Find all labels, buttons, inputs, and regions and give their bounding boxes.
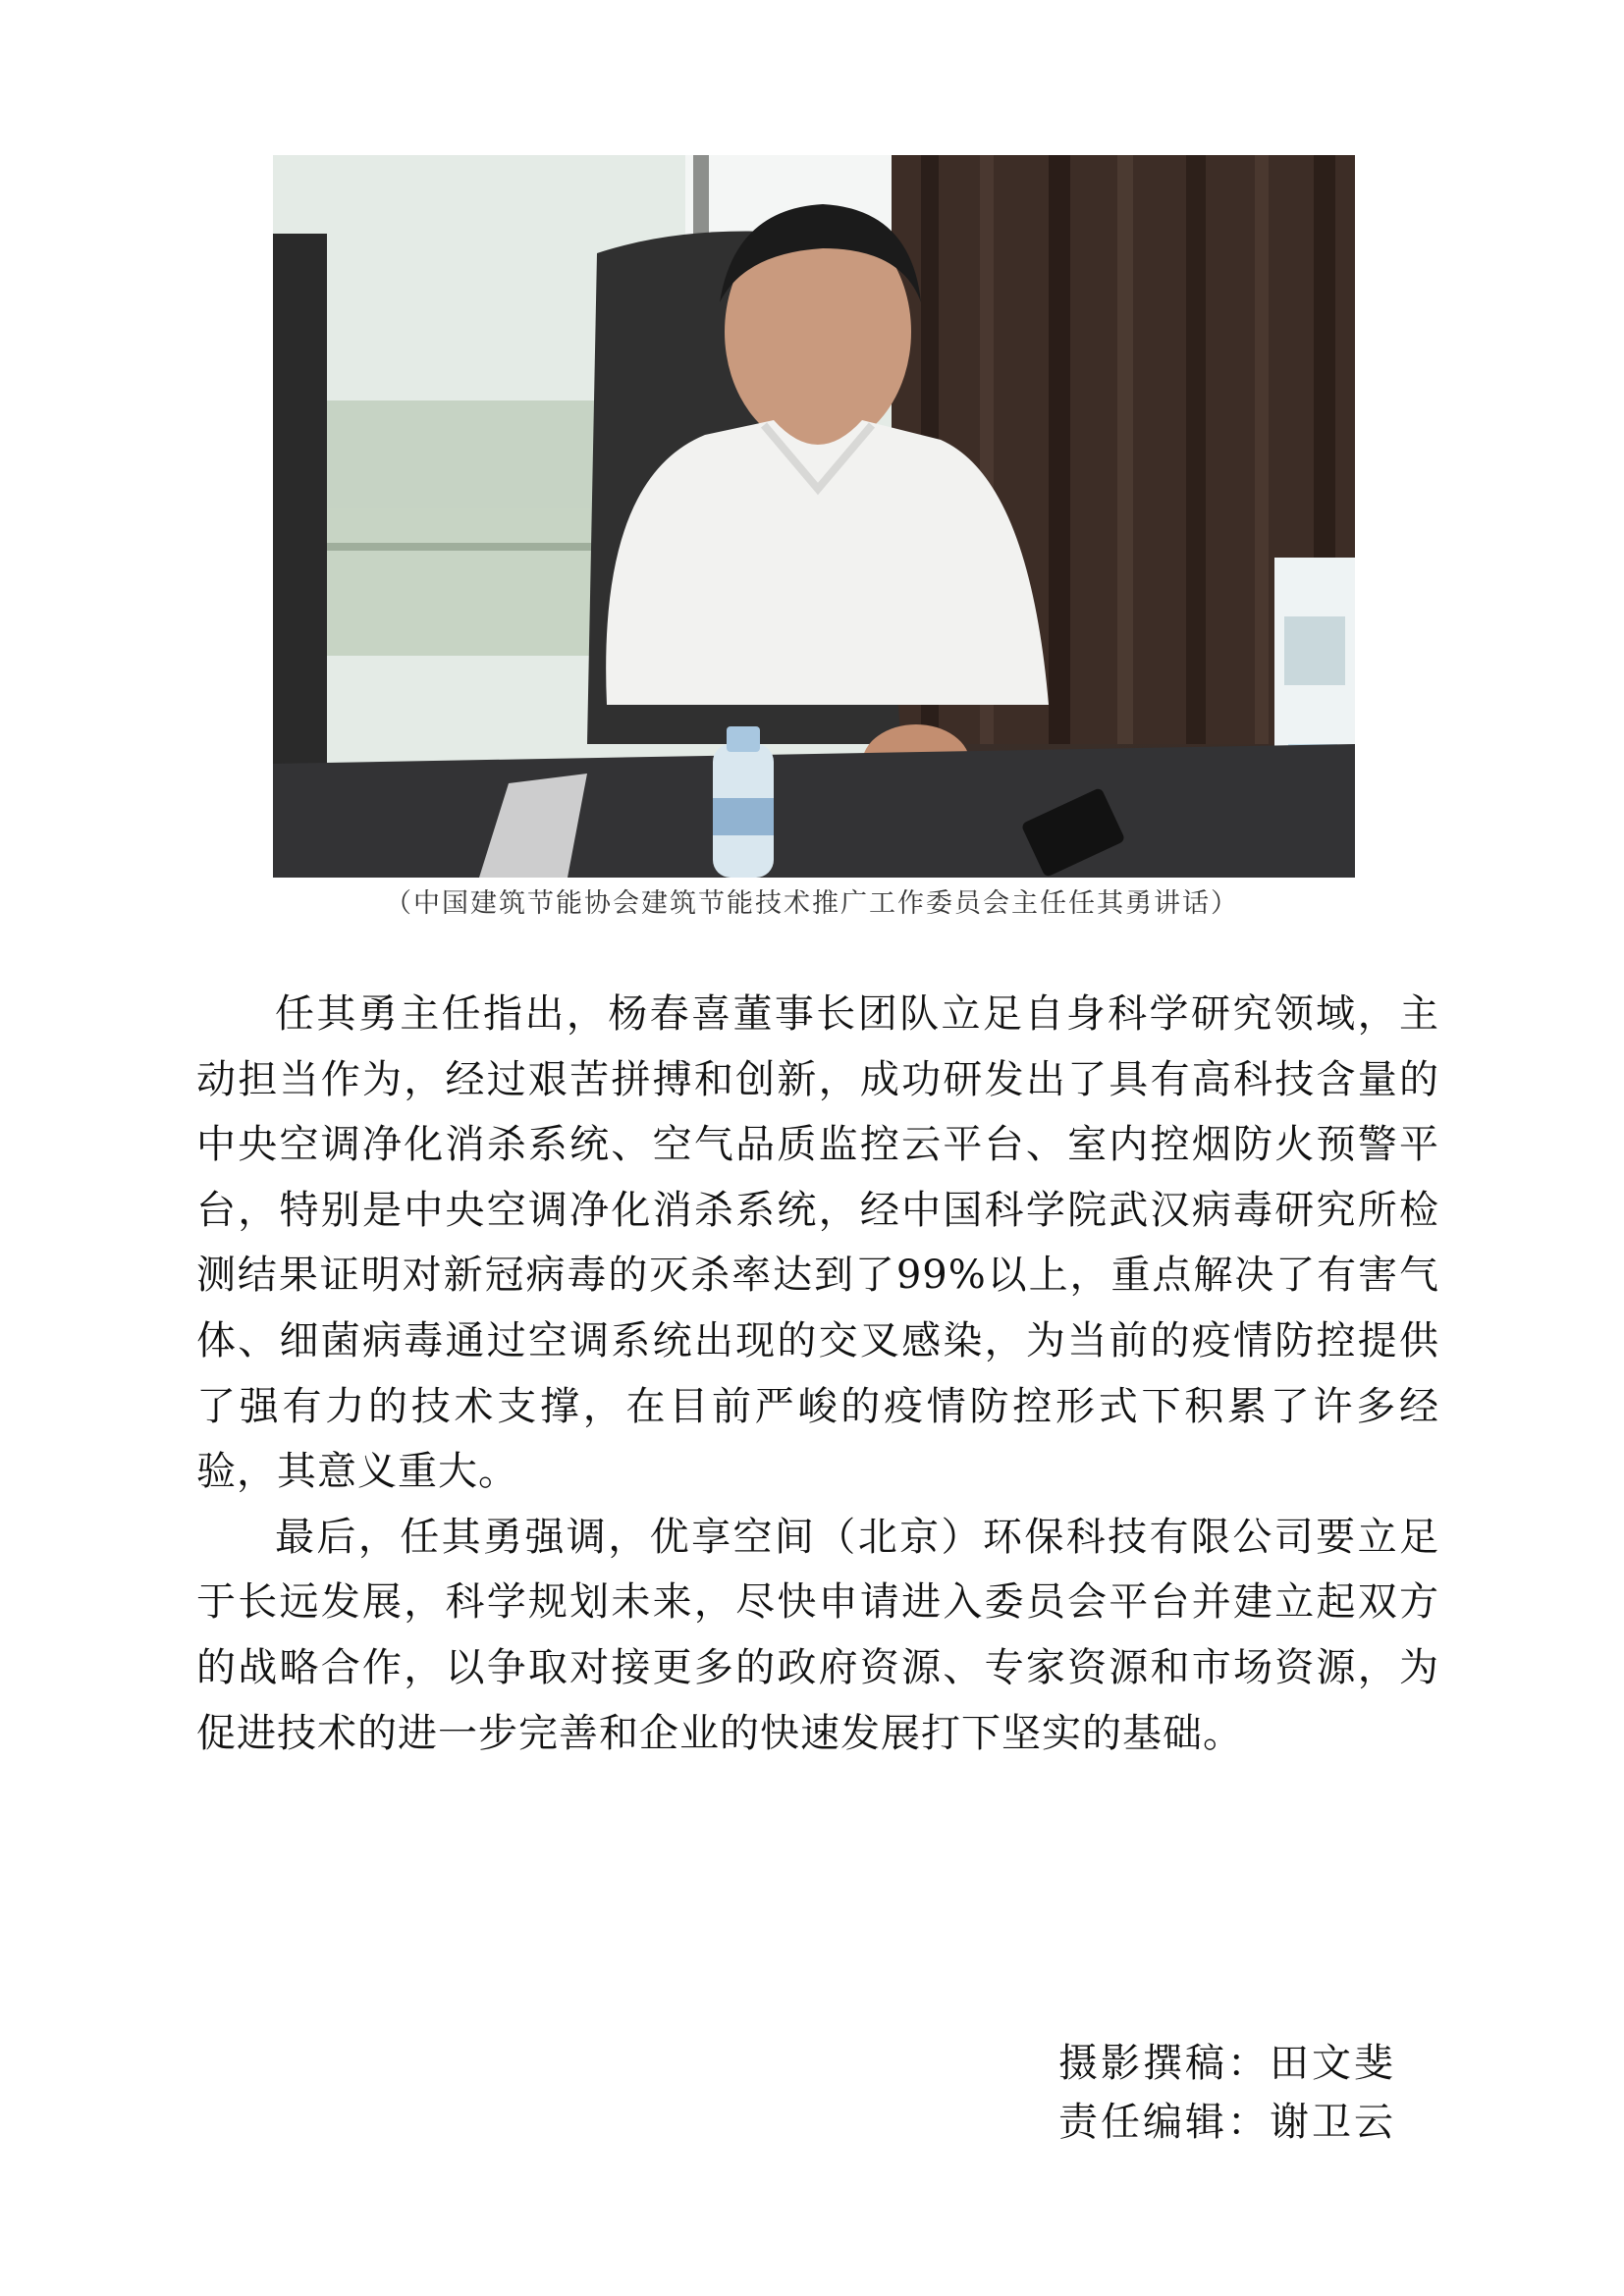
credits-block — [1058, 2034, 1396, 2152]
photo-caption: （中国建筑节能协会建筑节能技术推广工作委员会主任任其勇讲话） — [385, 888, 1239, 919]
paragraph: 任其勇主任指出，杨春喜董事长团队立足自身科学研究领域，主动担当作为，经过艰苦拼搏和创新，成功研发出了具有高科技含量的中央空调净化消杀系统、空气品质监控云平台、室内控烟防火预警平台，特别是中央空调净化消杀系统，经中国科学院武汉病毒研究所检测结果证明对新冠病毒的灭杀率达到了99%以上，重点解决了有害气体、细菌病毒通过空调系统出现的交叉感染，为当前的疫情防控提供了强有力的技术支撑，在目前严峻的疫情防控形式下积累了许多经验，其意义重大。 — [196, 991, 1439, 1495]
paragraph: 最后，任其勇强调，优享空间（北京）环保科技有限公司要立足于长远发展，科学规划未来，尽快申请进入委员会平台并建立起双方的战略合作，以争取对接更多的政府资源、专家资源和市场资源，为促进技术的进一步完善和企业的快速发展打下坚实的基础。 — [196, 1514, 1439, 1756]
article-body — [196, 982, 1439, 1766]
editor-credit: 责任编辑：谢卫云 — [1058, 2100, 1396, 2145]
photo-writer-credit: 摄影撰稿：田文斐 — [1058, 2041, 1396, 2086]
speaker-photo — [273, 155, 1355, 878]
